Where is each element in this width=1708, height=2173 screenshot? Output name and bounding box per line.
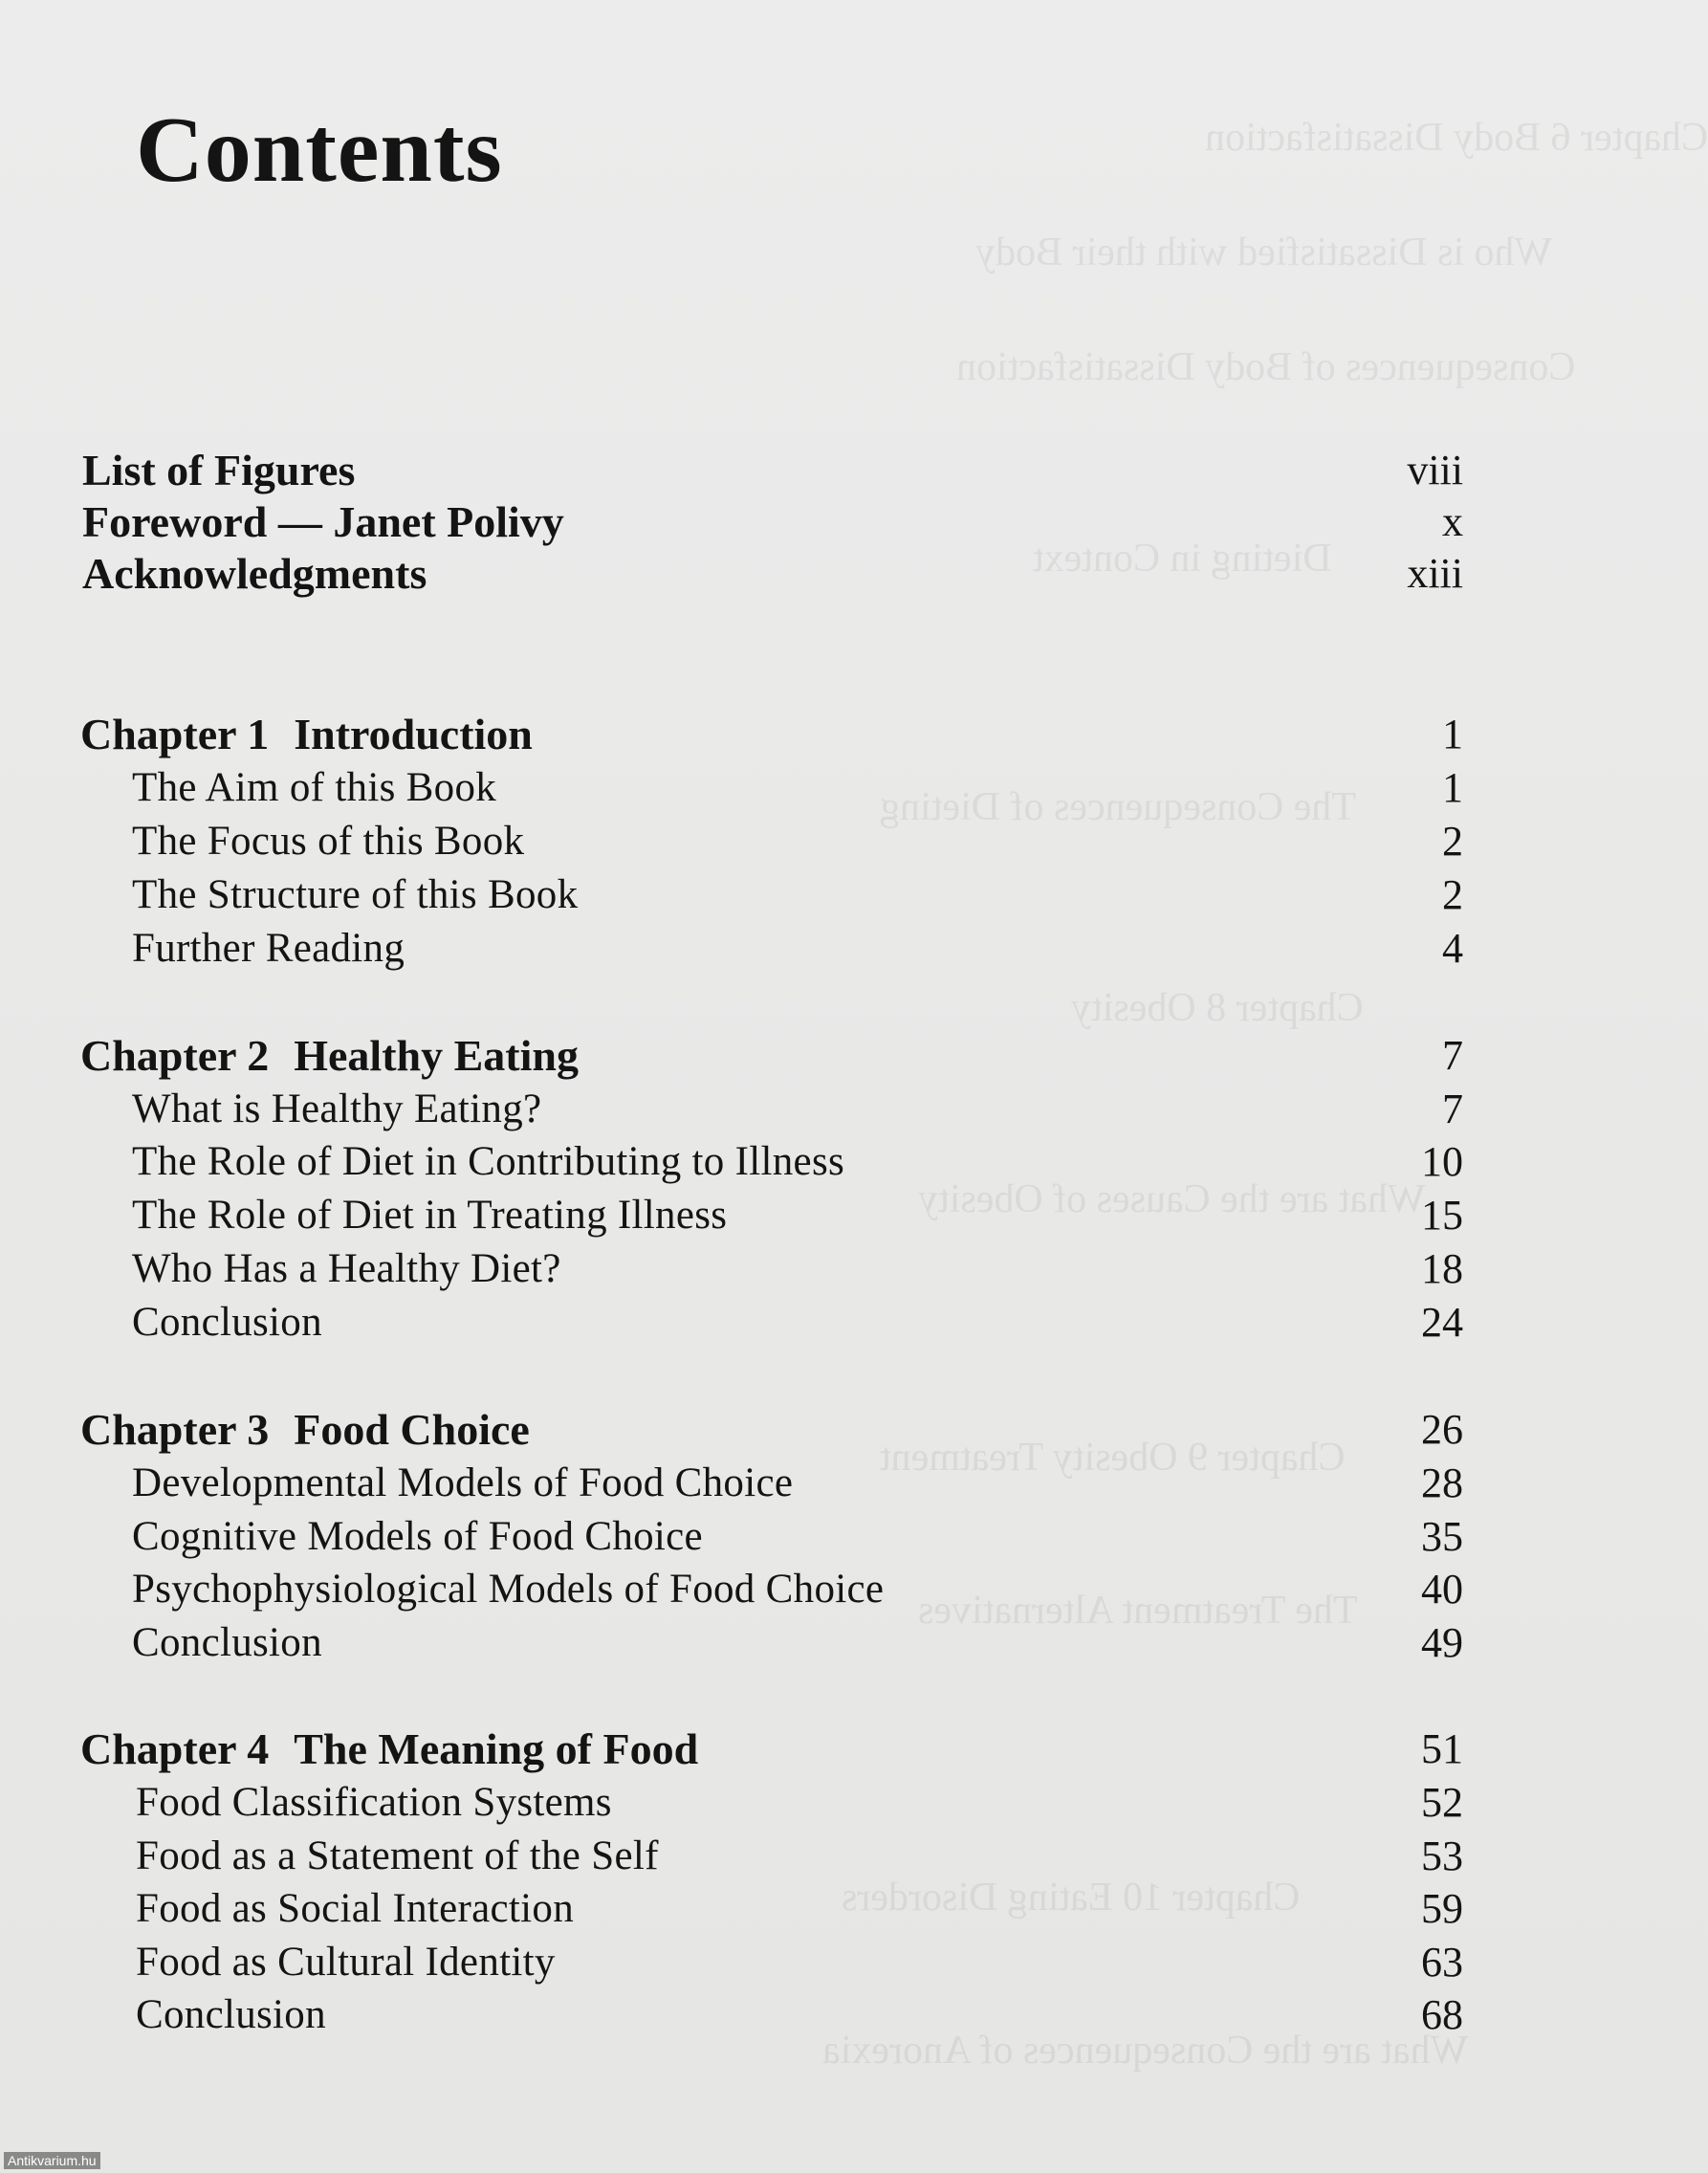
chapter-page: 51	[1421, 1725, 1463, 1772]
toc-section[interactable]	[0, 1189, 1630, 1242]
toc-section[interactable]	[0, 1083, 1630, 1136]
section-page: 40	[1421, 1566, 1463, 1613]
toc-entry-page: x	[1442, 498, 1463, 545]
toc-entry-acknowledgments[interactable]	[0, 547, 1630, 601]
section-page: 63	[1421, 1939, 1463, 1986]
toc-chapter-3[interactable]	[0, 1403, 1630, 1457]
toc-section[interactable]	[0, 1882, 1630, 1936]
section-label: Who Has a Healthy Diet?	[132, 1246, 561, 1291]
section-page: 1	[1442, 764, 1463, 811]
toc-entry-page: xiii	[1407, 550, 1463, 597]
toc-section[interactable]	[0, 1135, 1630, 1189]
section-page: 68	[1421, 1991, 1463, 2038]
chapter-heading	[80, 1723, 698, 1776]
chapter-title: Food Choice	[294, 1405, 530, 1454]
chapter-title: Introduction	[294, 710, 533, 758]
section-label: The Role of Diet in Treating Illness	[132, 1193, 728, 1238]
section-page: 49	[1421, 1619, 1463, 1666]
toc-chapter-1[interactable]	[0, 708, 1630, 761]
chapter-title: The Meaning of Food	[294, 1724, 699, 1773]
toc-entry-label: Foreword — Janet Polivy	[82, 497, 564, 546]
watermark: Antikvarium.hu	[4, 2152, 100, 2169]
section-label: Developmental Models of Food Choice	[132, 1460, 794, 1505]
toc-entry-page: viii	[1407, 447, 1463, 494]
chapter-heading	[80, 708, 533, 761]
toc-section[interactable]	[0, 1457, 1630, 1510]
toc-chapter-4[interactable]	[0, 1723, 1630, 1776]
toc-entry-label: Acknowledgments	[82, 549, 427, 598]
section-label: The Role of Diet in Contributing to Illness	[132, 1139, 845, 1184]
toc-section[interactable]	[0, 761, 1630, 815]
section-page: 28	[1421, 1460, 1463, 1506]
chapter-number: Chapter 3	[80, 1405, 270, 1454]
toc-section[interactable]	[0, 1563, 1630, 1616]
toc-section[interactable]	[0, 1936, 1630, 1989]
section-page: 7	[1442, 1086, 1463, 1132]
section-label: Conclusion	[136, 1992, 326, 2037]
toc-section[interactable]	[0, 1988, 1630, 2042]
section-label: Food as Social Interaction	[136, 1886, 574, 1931]
section-label: The Focus of this Book	[132, 819, 525, 864]
chapter-page: 7	[1442, 1032, 1463, 1079]
section-page: 15	[1421, 1192, 1463, 1239]
chapter-number: Chapter 2	[80, 1031, 270, 1080]
toc-chapter-2[interactable]	[0, 1029, 1630, 1083]
section-label: Cognitive Models of Food Choice	[132, 1514, 703, 1559]
toc-section[interactable]	[0, 1510, 1630, 1564]
page-title: Contents	[136, 99, 503, 202]
section-label: Food Classification Systems	[136, 1780, 612, 1825]
section-label: Psychophysiological Models of Food Choice	[132, 1567, 885, 1612]
toc-entry-label: List of Figures	[82, 446, 356, 494]
section-label: Further Reading	[132, 926, 405, 971]
chapter-number: Chapter 4	[80, 1724, 270, 1773]
toc-section[interactable]	[0, 1296, 1630, 1350]
toc-section[interactable]	[0, 868, 1630, 922]
toc-section[interactable]	[0, 1776, 1630, 1830]
toc-section[interactable]	[0, 1830, 1630, 1883]
chapter-page: 26	[1421, 1406, 1463, 1453]
section-label: Food as a Statement of the Self	[136, 1833, 659, 1878]
section-page: 18	[1421, 1245, 1463, 1292]
section-page: 2	[1442, 871, 1463, 918]
chapter-page: 1	[1442, 711, 1463, 757]
show-through-text: Chapter 6 Body Dissatisfaction Who is Dissatisfied with their Body Consequences of Body Dissatisfaction Dieting in Context The Consequences of Dieting Chapter 8 Obesity What are the Causes of Obesity Chapter 9 Obesity Treatment The Treatment Alternatives Chapter 10 Eating Disorders What are the Consequences of Anorexia	[822, 116, 1708, 2073]
section-label: The Aim of this Book	[132, 765, 497, 810]
section-label: What is Healthy Eating?	[132, 1086, 542, 1131]
section-page: 24	[1421, 1299, 1463, 1346]
section-page: 4	[1442, 925, 1463, 972]
section-page: 10	[1421, 1138, 1463, 1185]
toc-entry-foreword[interactable]	[0, 495, 1630, 549]
section-page: 53	[1421, 1833, 1463, 1879]
section-label: Conclusion	[132, 1300, 322, 1345]
toc-section[interactable]	[0, 1616, 1630, 1670]
section-page: 2	[1442, 818, 1463, 865]
chapter-heading	[80, 1029, 579, 1083]
section-page: 59	[1421, 1885, 1463, 1932]
toc-section[interactable]	[0, 922, 1630, 976]
section-label: The Structure of this Book	[132, 872, 579, 917]
toc-section[interactable]	[0, 815, 1630, 868]
section-page: 52	[1421, 1779, 1463, 1826]
section-page: 35	[1421, 1513, 1463, 1560]
chapter-number: Chapter 1	[80, 710, 270, 758]
chapter-title: Healthy Eating	[294, 1031, 579, 1080]
section-label: Conclusion	[132, 1620, 322, 1665]
section-label: Food as Cultural Identity	[136, 1940, 556, 1985]
toc-entry-list-of-figures[interactable]	[0, 444, 1630, 497]
chapter-heading	[80, 1403, 530, 1457]
toc-section[interactable]	[0, 1242, 1630, 1296]
